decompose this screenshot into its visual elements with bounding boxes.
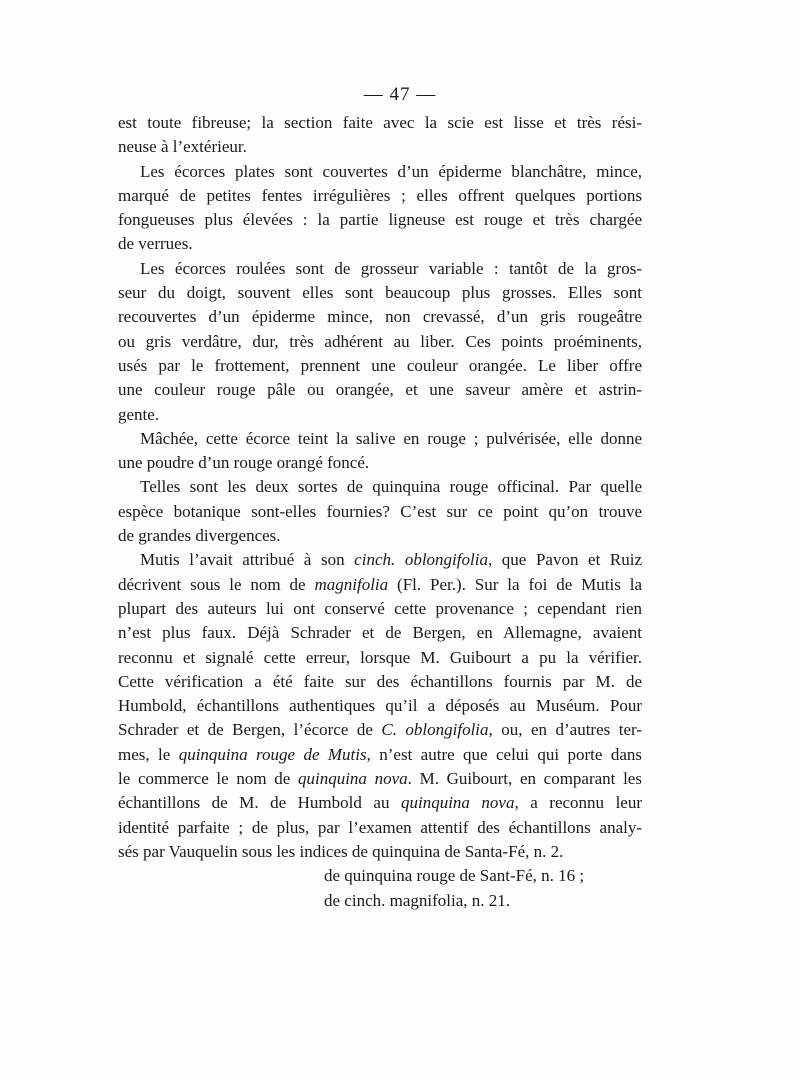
text-line: échantillons de M. de Humbold au quinquina nova, a reconnu leur bbox=[118, 793, 642, 813]
text-line: mes, le quinquina rouge de Mutis, n’est autre que celui qui porte dans bbox=[118, 744, 642, 764]
page-number: — 47 — bbox=[363, 84, 437, 105]
text-line: Cette vérification a été faite sur des échantillons fournis par M. de bbox=[118, 671, 642, 691]
paragraph bbox=[118, 257, 642, 427]
text-line: sés par Vauquelin sous les indices de quinquina de Santa-Fé, n. 2. bbox=[118, 841, 564, 861]
text-line: espèce botanique sont-elles fournies? C’est sur ce point qu’on trouve bbox=[118, 501, 642, 521]
text-line: fongueuses plus élevées : la partie ligneuse est rouge et très chargée bbox=[118, 210, 642, 230]
list-line: de quinquina rouge de Sant-Fé, n. 16 ; bbox=[324, 866, 585, 886]
paragraph bbox=[118, 475, 642, 548]
text-line: plupart des auteurs lui ont conservé cette provenance ; cependant rien bbox=[118, 598, 642, 618]
text-line: Mâchée, cette écorce teint la salive en rouge ; pulvérisée, elle donne bbox=[140, 428, 642, 448]
text-line: Schrader et de Bergen, l’écorce de C. oblongifolia, ou, en d’autres ter- bbox=[118, 720, 642, 740]
text-line: une poudre d’un rouge orangé foncé. bbox=[118, 453, 370, 473]
text-line: seur du doigt, souvent elles sont beaucoup plus grosses. Elles sont bbox=[118, 283, 642, 303]
text-line: Telles sont les deux sortes de quinquina rouge officinal. Par quelle bbox=[140, 477, 642, 497]
text-line: le commerce le nom de quinquina nova. M. Guibourt, en comparant les bbox=[118, 769, 642, 789]
text-line: reconnu et signalé cette erreur, lorsque M. Guibourt a pu la vérifier. bbox=[118, 647, 642, 667]
text-line: de verrues. bbox=[118, 234, 193, 254]
text-line: Les écorces roulées sont de grosseur variable : tantôt de la gros- bbox=[140, 258, 642, 278]
paragraph bbox=[118, 160, 642, 257]
text-line: est toute fibreuse; la section faite avec la scie est lisse et très rési- bbox=[118, 113, 642, 132]
text-line: n’est plus faux. Déjà Schrader et de Bergen, en Allemagne, avaient bbox=[118, 623, 642, 643]
text-line: ou gris verdâtre, dur, très adhérent au liber. Ces points proéminents, bbox=[118, 331, 642, 351]
text-line: Mutis l’avait attribué à son cinch. oblongifolia, que Pavon et Ruiz bbox=[140, 550, 642, 570]
text-line: marqué de petites fentes irrégulières ; elles offrent quelques portions bbox=[118, 185, 642, 205]
paragraph bbox=[118, 548, 642, 864]
text-line: recouvertes d’un épiderme mince, non crevassé, d’un gris rougeâtre bbox=[118, 307, 642, 327]
text-line: de grandes divergences. bbox=[118, 526, 281, 546]
text-line: usés par le frottement, prennent une couleur orangée. Le liber offre bbox=[118, 355, 642, 375]
body-text bbox=[118, 111, 642, 913]
text-line: identité parfaite ; de plus, par l’examen attentif des échantillons analy- bbox=[118, 817, 642, 837]
text-line: Humbold, échantillons authentiques qu’il a déposés au Muséum. Pour bbox=[118, 696, 642, 716]
text-line: une couleur rouge pâle ou orangée, et une saveur amère et astrin- bbox=[118, 380, 642, 400]
text-line: gente. bbox=[118, 404, 160, 424]
paragraph bbox=[118, 111, 642, 160]
list-line: de cinch. magnifolia, n. 21. bbox=[324, 890, 511, 910]
text-line: neuse à l’extérieur. bbox=[118, 137, 247, 157]
paragraph bbox=[118, 427, 642, 476]
text-line: décrivent sous le nom de magnifolia (Fl. Per.). Sur la foi de Mutis la bbox=[118, 574, 642, 594]
text-line: Les écorces plates sont couvertes d’un épiderme blanchâtre, mince, bbox=[140, 161, 642, 181]
